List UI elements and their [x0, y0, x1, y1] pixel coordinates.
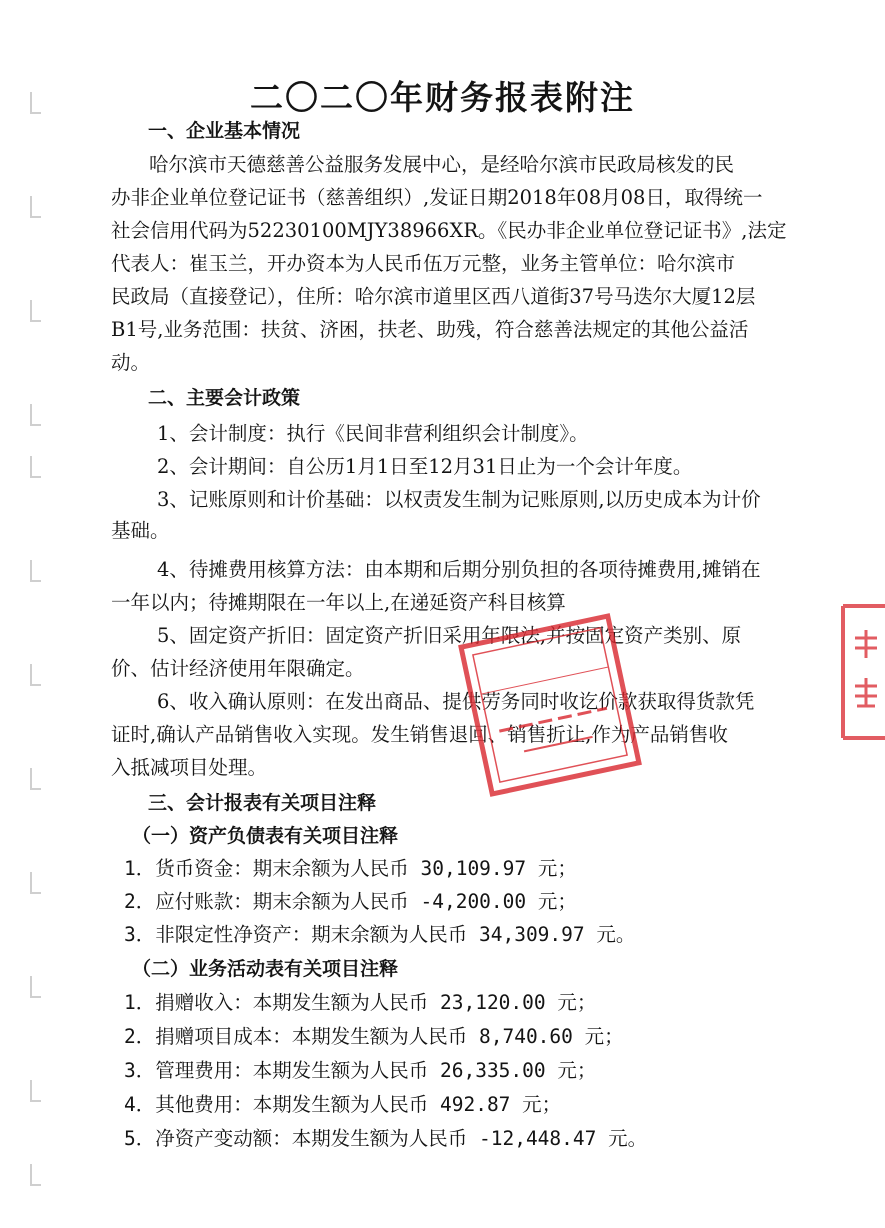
margin-tick: [30, 976, 41, 998]
paragraph-line: 哈尔滨市天德慈善公益服务发展中心，是经哈尔滨市民政局核发的民: [149, 153, 735, 176]
policy-item: 5、固定资产折旧：固定资产折旧采用年限法,并按固定资产类别、原: [157, 624, 742, 647]
policy-item: 一年以内；待摊期限在一年以上,在递延资产科目核算: [111, 591, 566, 614]
balance-item: 3．非限定性净资产：期末余额为人民币 34,309.97 元。: [124, 923, 636, 946]
margin-tick: [30, 1080, 41, 1102]
policy-item: 价、估计经济使用年限确定。: [111, 657, 365, 680]
margin-tick: [30, 300, 41, 322]
policy-item: 证时,确认产品销售收入实现。发生销售退回、销售折让,作为产品销售收: [111, 723, 728, 746]
policy-item: 4、待摊费用核算方法：由本期和后期分别负担的各项待摊费用,摊销在: [157, 558, 761, 581]
paragraph-line: 办非企业单位登记证书（慈善组织）,发证日期2018年08月08日，取得统一: [111, 186, 763, 209]
margin-tick: [30, 768, 41, 790]
activity-item: 2．捐赠项目成本：本期发生额为人民币 8,740.60 元；: [124, 1025, 624, 1048]
subsection-heading-activity-statement: （二）业务活动表有关项目注释: [132, 958, 399, 980]
policy-item: 入抵减项目处理。: [111, 756, 268, 779]
policy-item: 基础。: [111, 519, 170, 542]
activity-item: 5．净资产变动额：本期发生额为人民币 -12,448.47 元。: [124, 1127, 648, 1150]
section-heading-basic-info: 一、企业基本情况: [148, 120, 301, 142]
paragraph-line: 动。: [111, 351, 151, 374]
partial-seal-stamp: [835, 598, 885, 748]
margin-tick: [30, 196, 41, 218]
margin-tick: [30, 1164, 41, 1186]
activity-item: 4．其他费用：本期发生额为人民币 492.87 元；: [124, 1093, 562, 1116]
policy-item: 1、会计制度：执行《民间非营利组织会计制度》。: [157, 422, 589, 445]
activity-item: 1．捐赠收入：本期发生额为人民币 23,120.00 元；: [124, 991, 597, 1014]
paragraph-line: B1号,业务范围：扶贫、济困，扶老、助残，符合慈善法规定的其他公益活: [111, 318, 749, 341]
policy-item: 2、会计期间：自公历1月1日至12月31日止为一个会计年度。: [157, 455, 693, 478]
section-heading-notes: 三、会计报表有关项目注释: [148, 792, 377, 814]
margin-tick: [30, 872, 41, 894]
paragraph-line: 代表人：崔玉兰，开办资本为人民币伍万元整，业务主管单位：哈尔滨市: [111, 252, 736, 275]
margin-tick: [30, 560, 41, 582]
margin-tick: [30, 404, 41, 426]
activity-item: 3．管理费用：本期发生额为人民币 26,335.00 元；: [124, 1059, 597, 1082]
section-heading-accounting-policy: 二、主要会计政策: [148, 387, 301, 409]
policy-item: 6、收入确认原则：在发出商品、提供劳务同时收讫价款获取得货款凭: [157, 690, 755, 713]
policy-item: 3、记账原则和计价基础：以权责发生制为记账原则,以历史成本为计价: [157, 488, 761, 511]
balance-item: 1．货币资金：期末余额为人民币 30,109.97 元；: [124, 857, 577, 880]
subsection-heading-balance-sheet: （一）资产负债表有关项目注释: [132, 825, 399, 847]
paragraph-line: 民政局（直接登记），住所：哈尔滨市道里区西八道街37号马迭尔大厦12层: [111, 285, 756, 308]
balance-item: 2．应付账款：期末余额为人民币 -4,200.00 元；: [124, 890, 577, 913]
margin-tick: [30, 664, 41, 686]
page-title: 二〇二〇年财务报表附注: [250, 78, 635, 117]
margin-tick: [30, 456, 41, 478]
paragraph-line: 社会信用代码为52230100MJY38966XR。《民办非企业单位登记证书》,法定: [111, 219, 787, 242]
